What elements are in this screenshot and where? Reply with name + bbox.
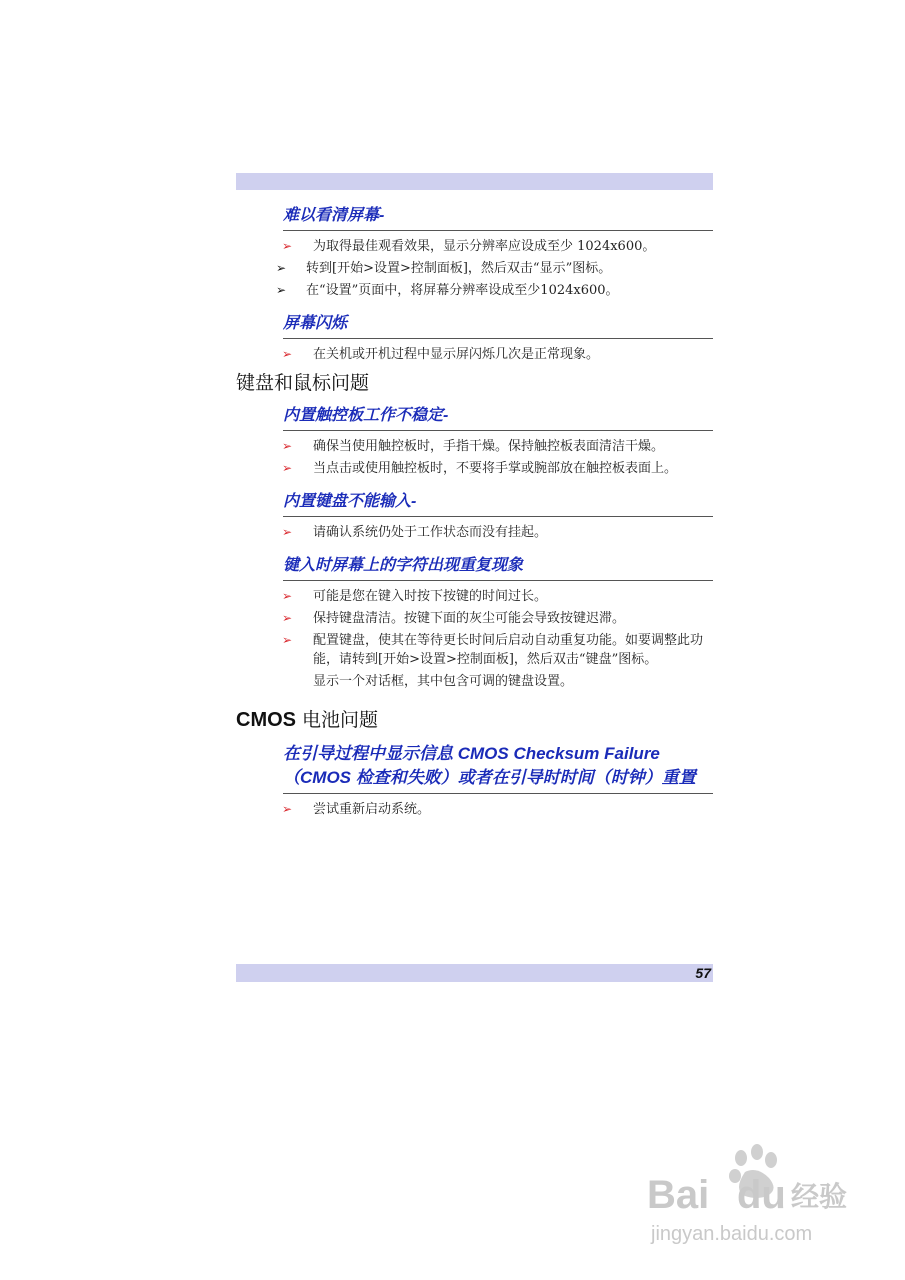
subheading-screen-hard-to-see: 难以看清屏幕- [283, 205, 713, 231]
section-heading-cmos-latin: CMOS [236, 709, 296, 731]
list-item: ➢ 尝试重新启动系统。 [282, 802, 431, 817]
list-screen-flicker [282, 345, 713, 364]
list-screen-hard-to-see [282, 237, 713, 256]
arrow-bullet-icon: ➢ [282, 239, 293, 253]
section-heading-cmos-rest: 电池问题 [296, 709, 379, 731]
nested-list [276, 259, 713, 300]
list-item: ➢ 在“设置”页面中，将屏幕分辨率设成至少1024x600。 [276, 283, 619, 298]
list-repeat-chars [282, 587, 713, 669]
subheading-screen-flicker: 屏幕闪烁 [283, 313, 713, 339]
list-item: ➢ 在关机或开机过程中显示屏闪烁几次是正常现象。 [282, 347, 600, 362]
list-touchpad [282, 437, 713, 478]
footer-band [236, 964, 713, 982]
arrow-bullet-icon: ➢ [282, 589, 293, 603]
page-content [236, 205, 713, 822]
svg-text:jingyan.baidu.com: jingyan.baidu.com [651, 1223, 813, 1245]
arrow-bullet-icon: ➢ [282, 461, 293, 475]
list-cmos [282, 800, 713, 819]
subheading-cmos: 在引导过程中显示信息 CMOS Checksum Failure（CMOS 检查和失败）或者在引导时时间（时钟）重置 [283, 742, 713, 794]
svg-text:经验: 经验 [791, 1181, 848, 1212]
arrow-bullet-icon: ➢ [282, 525, 293, 539]
arrow-bullet-icon: ➢ [282, 439, 293, 453]
list-keyboard-no-input [282, 523, 713, 542]
svg-text:Bai: Bai [647, 1173, 710, 1217]
baidu-watermark-logo [645, 1140, 855, 1250]
list-item: ➢ 保持键盘清洁。按键下面的灰尘可能会导致按键迟滞。 [282, 611, 626, 626]
svg-text:du: du [737, 1173, 786, 1217]
list-item: ➢ 可能是您在键入时按下按键的时间过长。 [282, 589, 548, 604]
list-item: ➢ 配置键盘，使其在等待更长时间后启动自动重复功能。如要调整此功能，请转到[开始>设置>控制面板]，然后双击“键盘”图标。 [282, 633, 704, 667]
list-item: ➢ 确保当使用触控板时，手指干燥。保持触控板表面清洁干燥。 [282, 439, 665, 454]
arrow-bullet-icon: ➢ [276, 261, 287, 275]
arrow-bullet-icon: ➢ [282, 611, 293, 625]
list-item: ➢ 为取得最佳观看效果，显示分辨率应设成至少 1024x600。 [282, 239, 656, 254]
note-text: 显示一个对话框，其中包含可调的键盘设置。 [313, 674, 574, 689]
list-item: ➢ 当点击或使用触控板时，不要将手掌或腕部放在触控板表面上。 [282, 461, 678, 476]
arrow-bullet-icon: ➢ [282, 347, 293, 361]
list-item: ➢ 请确认系统仍处于工作状态而没有挂起。 [282, 525, 548, 540]
header-band [236, 173, 713, 190]
arrow-bullet-icon: ➢ [276, 283, 287, 297]
list-item: ➢ 转到[开始>设置>控制面板]，然后双击“显示”图标。 [276, 261, 612, 276]
page-number: 57 [695, 965, 711, 981]
arrow-bullet-icon: ➢ [282, 802, 293, 816]
section-heading-cmos [236, 705, 713, 732]
arrow-bullet-icon: ➢ [282, 633, 293, 647]
subheading-touchpad: 内置触控板工作不稳定- [283, 405, 713, 431]
subheading-repeat-chars: 键入时屏幕上的字符出现重复现象 [283, 555, 713, 581]
subheading-keyboard-no-input: 内置键盘不能输入- [283, 491, 713, 517]
section-heading-keyboard-mouse: 键盘和鼠标问题 [236, 372, 370, 394]
